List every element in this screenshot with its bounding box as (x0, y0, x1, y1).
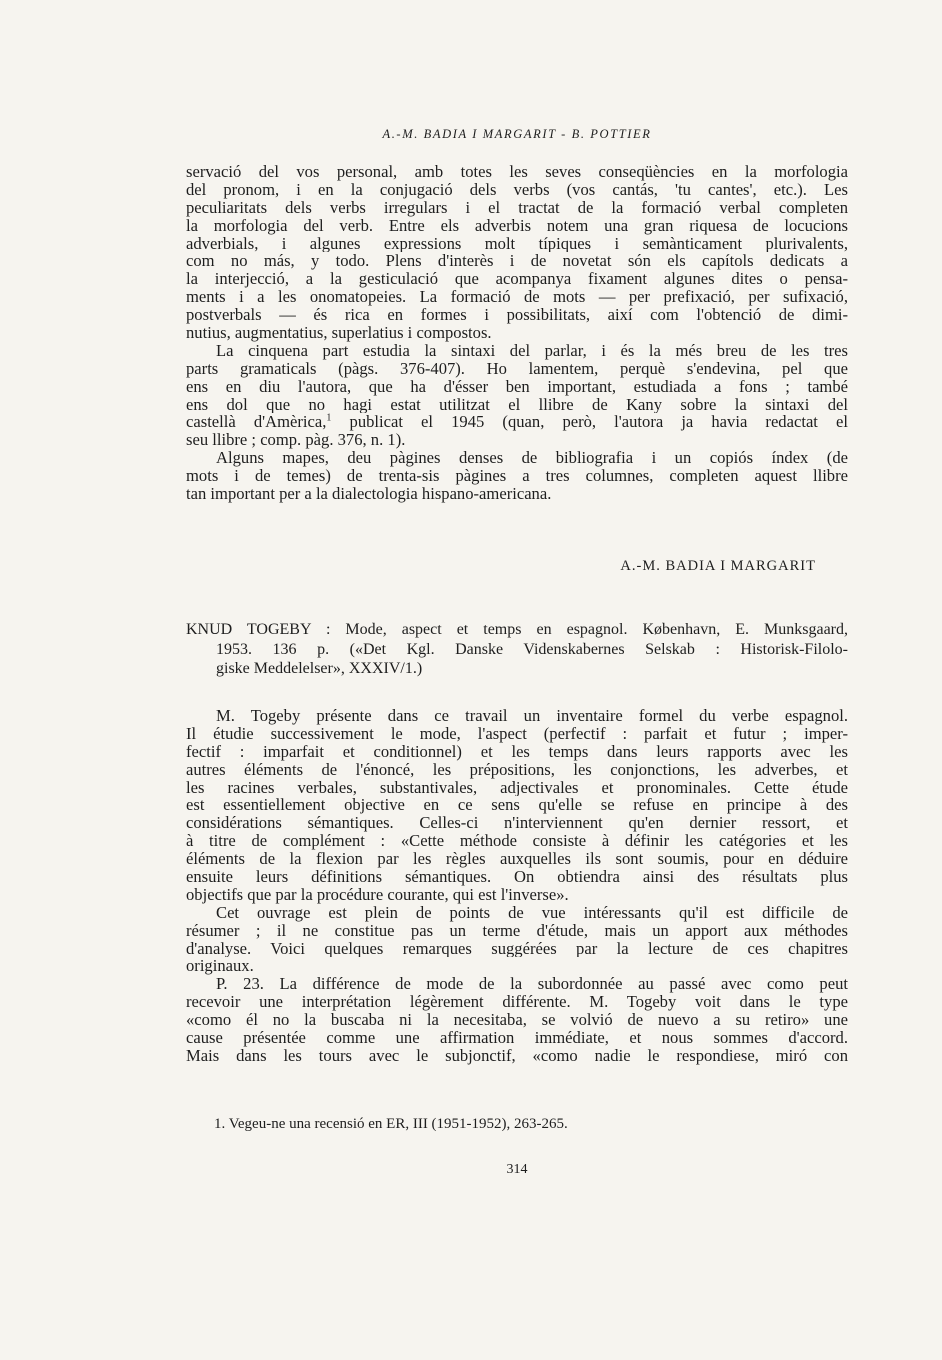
text-line: les racines verbales, substantivales, adjectivales et pronominales. Cette étude (186, 778, 848, 797)
text-fragment: castellà d'Amèrica, (186, 413, 327, 432)
text-line (186, 413, 848, 431)
review-signature: A.-M. BADIA I MARGARIT (620, 558, 816, 574)
text-line: est essentiellement objective en ce sens qu'elle se refuse en principe à des (186, 796, 848, 815)
text-line: ensuite leurs définitions sémantiques. On obtiendra ainsi des résultats plus (186, 868, 848, 886)
text-line: nutius, augmentatius, superlatius i compostos. (186, 324, 492, 342)
reference-line: 1953. 136 p. («Det Kgl. Danske Videnskabernes Selskab : Historisk-Filolo- (216, 640, 848, 658)
text-line: «como él no la buscaba ni la necesitaba, se volvió de nuevo a su retiro» une (186, 1011, 848, 1030)
footnote: 1. Vegeu-ne una recensió en ER, III (1951-1952), 263-265. (214, 1116, 568, 1132)
text-line: résumer ; il ne constitue pas un terme d'étude, mais un apport aux méthodes (186, 921, 848, 940)
review-togeby-body (186, 707, 848, 1065)
text-line: Mais dans les tours avec le subjonctif, «como nadie le respondiese, miró con (186, 1046, 848, 1065)
text-line: del pronom, i en la conjugació dels verbs (vos cantás, 'tu cantes', etc.). Les (186, 180, 848, 199)
footnote-marker: 1 (326, 413, 332, 424)
text-line: d'analyse. Voici quelques remarques suggérées par la lecture de ces chapitres (186, 939, 848, 958)
running-head: A.-M. BADIA I MARGARIT - B. POTTIER (382, 127, 652, 141)
text-line: la morfologia del verb. Entre els adverbis notem una gran riquesa de locucions (186, 216, 848, 235)
text-line: tan important per a la dialectologia hispano-americana. (186, 485, 552, 503)
text-line: parts gramaticals (pàgs. 376-407). Ho lamentem, perquè s'endevina, pel que (186, 359, 848, 378)
text-line: M. Togeby présente dans ce travail un inventaire formel du verbe espagnol. (216, 707, 848, 725)
text-line: autres éléments de l'énoncé, les prépositions, les conjonctions, les adverbes, et (186, 760, 848, 779)
reference-line: giske Meddelelser», XXXIV/1.) (216, 660, 423, 677)
text-line: considérations sémantiques. Celles-ci n'interviennent qu'en dernier ressort, et (186, 814, 848, 833)
text-line: La cinquena part estudia la sintaxi del parlar, i és la més breu de les tres (216, 341, 848, 360)
text-line: com no más, y todo. Plens d'interès i de novetat són els capítols dedicats a (186, 252, 848, 271)
reference-line: KNUD TOGEBY : Mode, aspect et temps en espagnol. København, E. Munksgaard, (186, 621, 848, 638)
text-line: originaux. (186, 957, 254, 976)
page-number: 314 (506, 1162, 528, 1177)
text-line: recevoir une interprétation légèrement différente. M. Togeby voit dans le type (186, 993, 848, 1012)
text-line: seu llibre ; comp. pàg. 376, n. 1). (186, 431, 406, 450)
text-line: ens en diu l'autora, que ha d'ésser ben important, estudiada a fons ; també (186, 377, 848, 396)
text-line: à titre de complément : «Cette méthode consiste à définir les catégories et les (186, 832, 848, 851)
text-line: Il étudie successivement le mode, l'aspect (perfectif : parfait et futur ; imper- (186, 724, 848, 743)
text-line: cause présentée comme une affirmation immédiate, et nous sommes d'accord. (186, 1029, 848, 1047)
text-line: fectif : imparfait et conditionnel) et les temps dans leurs rapports avec les (186, 742, 848, 761)
text-line: adverbials, i algunes expressions molt típiques i semànticament plurivalents, (186, 234, 848, 253)
text-line: servació del vos personal, amb totes les seves conseqüències en la morfologia (186, 163, 848, 181)
text-line: peculiaritats dels verbs irregulars i el tractat de la formació verbal completen (186, 198, 848, 217)
text-fragment: publicat el 1945 (quan, però, l'autora ja havia redactat el (349, 413, 848, 432)
text-line: Alguns mapes, deu pàgines denses de bibliografia i un copiós índex (de (216, 449, 848, 468)
text-line: éléments de la flexion par les règles auxquelles ils sont soumis, pour en déduire (186, 850, 848, 869)
text-line: ments i a les onomatopeies. La formació de mots — per prefixació, per sufixació, (186, 288, 848, 307)
text-line: la interjecció, a la gesticulació que acompanya fixament algunes dites o pensa- (186, 270, 848, 289)
text-line: Cet ouvrage est plein de points de vue intéressants qu'il est difficile de (216, 903, 848, 922)
text-line: P. 23. La différence de mode de la subordonnée au passé avec como peut (216, 975, 848, 994)
text-line: postverbals — és rica en formes i possibilitats, així com l'obtenció de dimi- (186, 306, 848, 325)
review-togeby-reference (186, 620, 848, 679)
review-badia-body (186, 163, 848, 503)
text-line: mots i de temes) de trenta-sis pàgines a tres columnes, completen aquest llibre (186, 467, 848, 486)
text-line: ens dol que no hagi estat utilitzat el llibre de Kany sobre la sintaxi del (186, 395, 848, 414)
text-line: objectifs que par la procédure courante, qui est l'inverse». (186, 885, 569, 904)
